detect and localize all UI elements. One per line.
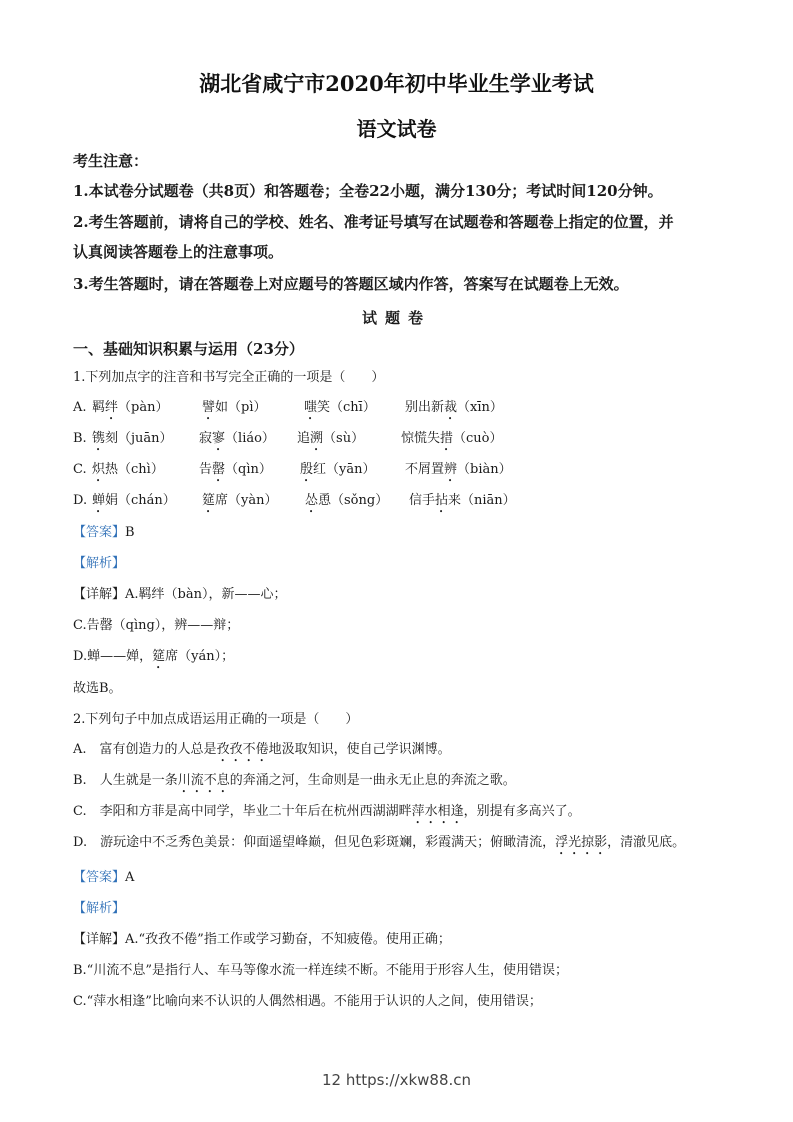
- option-word: 告罄（qìn）: [199, 462, 272, 477]
- notice-item-2: 2.考生答题前，请将自己的学校、姓名、准考证号填写在试题卷和答题卷上指定的位置，并: [73, 213, 674, 231]
- option-word: 殷红（yān）: [300, 462, 376, 477]
- section-title: 试题卷: [361, 309, 431, 327]
- option-label: B.: [73, 431, 87, 446]
- notice-item-3: 3.考生答题时，请在答题卷上对应题号的答题区域内作答，答案写在试题卷上无效。: [73, 275, 629, 293]
- q1-answer: 【答案】B: [73, 525, 135, 540]
- option-word: 追溯（sù）: [297, 431, 365, 446]
- option-label: A.: [73, 400, 87, 415]
- option-word: 筵席（yàn）: [202, 493, 278, 508]
- q2-option-b: B. 人生就是一条川流不息的奔涌之河，生命则是一曲永无止息的奔流之歌。: [73, 773, 516, 788]
- q1-analysis-label: 【解析】: [73, 556, 126, 571]
- q1-stem: 1.下列加点字的注音和书写完全正确的一项是（ ）: [73, 370, 385, 385]
- q2-stem: 2.下列句子中加点成语运用正确的一项是（ ）: [73, 712, 359, 727]
- q2-option-c: C. 李阳和方菲是高中同学，毕业二十年后在杭州西湖湖畔萍水相逢，别提有多高兴了。: [73, 804, 581, 819]
- option-word: 惊慌失措（cuò）: [401, 431, 503, 446]
- option-label: C.: [73, 462, 87, 477]
- option-word: 羁绊（pàn）: [92, 400, 169, 415]
- option-word: 譬如（pì）: [202, 400, 267, 415]
- q1-detail-1: 【详解】A.羁绊（bàn），新——心；: [73, 587, 287, 602]
- q2-detail-2: B.“川流不息”是指行人、车马等像水流一样连续不断。不能用于形容人生，使用错误；: [73, 963, 568, 978]
- part-one-heading: 一、基础知识积累与运用（23分）: [73, 340, 304, 358]
- option-word: 嗤笑（chī）: [304, 400, 376, 415]
- option-word: 怂恿（sǒng）: [305, 493, 389, 508]
- q1-detail-3: D.蝉——婵，筵席（yán）；: [73, 649, 235, 664]
- notice-item-1: 1.本试卷分试题卷（共8页）和答题卷；全卷22小题，满分130分；考试时间120分钟。: [73, 182, 663, 200]
- notice-heading: 考生注意：: [73, 152, 149, 170]
- q2-analysis-label: 【解析】: [73, 901, 126, 916]
- exam-subtitle: 语文试卷: [356, 117, 437, 141]
- option-word: 寂寥（liáo）: [199, 431, 275, 446]
- option-label: D.: [73, 493, 88, 508]
- notice-item-2-cont: 认真阅读答题卷上的注意事项。: [73, 243, 284, 261]
- q1-conclusion: 故选B。: [73, 681, 122, 696]
- q1-detail-2: C.告罄（qìng），辨——辩；: [73, 618, 240, 633]
- page-footer[interactable]: 12 https://xkw88.cn: [321, 1071, 472, 1089]
- option-word: 炽热（chì）: [92, 462, 164, 477]
- q2-detail-3: C.“萍水相逢”比喻向来不认识的人偶然相遇。不能用于认识的人之间，使用错误；: [73, 994, 542, 1009]
- q2-answer: 【答案】A: [73, 870, 135, 885]
- q2-option-a: A. 富有创造力的人总是孜孜不倦地汲取知识，使自己学识渊博。: [73, 742, 451, 757]
- q2-option-d: D. 游玩途中不乏秀色美景：仰面遥望峰巅，但见色彩斑斓，彩霞满天；俯瞰清流，浮光掠影，清澈见底。: [73, 835, 686, 850]
- option-word: 蝉娟（chán）: [92, 493, 176, 508]
- option-word: 信手拈来（niān）: [409, 493, 516, 508]
- option-word: 不屑置辨（biàn）: [405, 462, 512, 477]
- option-word: 别出新裁（xīn）: [405, 400, 503, 415]
- q2-detail-1: 【详解】A.“孜孜不倦”指工作或学习勤奋，不知疲倦。使用正确；: [73, 932, 451, 947]
- exam-title: 湖北省咸宁市2020年初中毕业生学业考试: [199, 71, 594, 96]
- option-word: 镌刻（juān）: [92, 431, 173, 446]
